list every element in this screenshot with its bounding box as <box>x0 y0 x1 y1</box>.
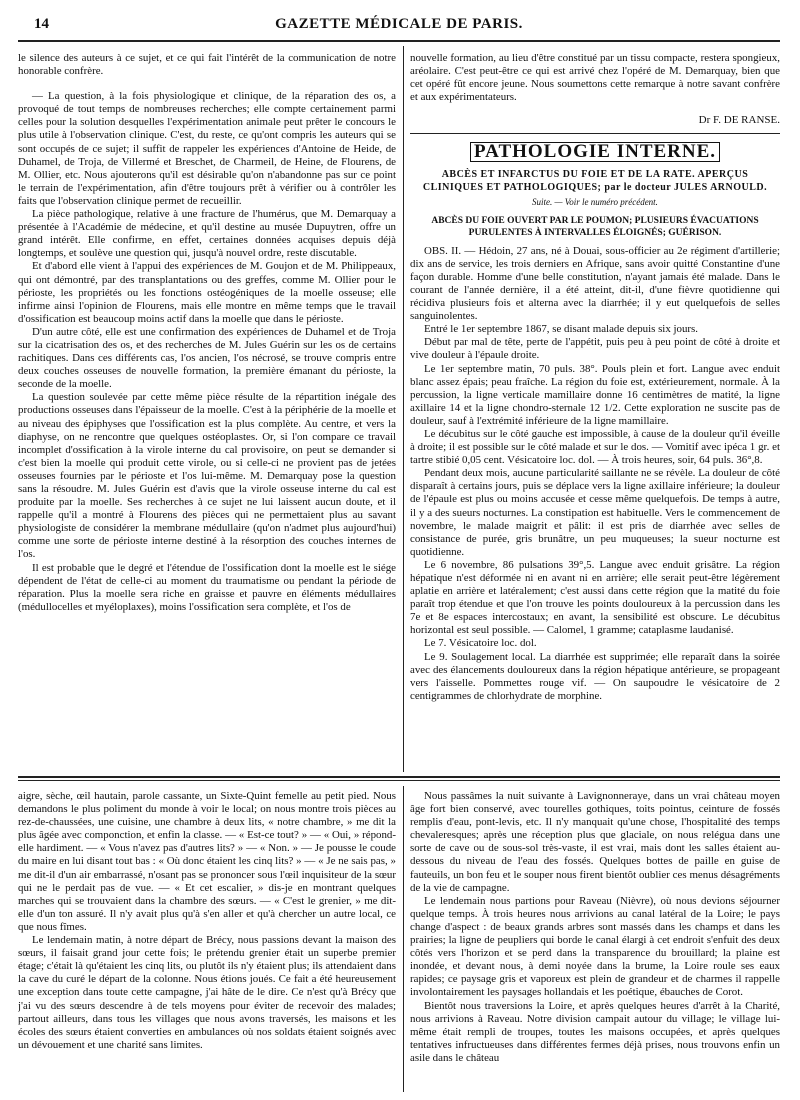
column-divider <box>403 786 404 1092</box>
paragraph: Pendant deux mois, aucune particularité saillante ne se révèle. La douleur de côté disparaît à certains jours, puis se déplace vers la ligne axillaire inférieure; la douleur de l'épaule est plus ou moins accusée et cesse même quelquefois. De temps à autre, il y a des sueurs nocturnes. La constipation est habituelle. Vers le commencement de novembre, le malade maigrit et pâlit: il est pris de diarrhée avec selles de consistance de purée, gris brunâtre, un peu muqueuses; la sueur nocturne est quotidienne. <box>410 467 780 558</box>
feuilleton-rule-bottom <box>18 780 780 781</box>
paragraph: La question soulevée par cette même pièce résulte de la répartition inégale des productions osseuses dans l'épaisseur de la moelle. C'est à la périphérie de la moelle et au niveau des épiphyses que l'ossification est la plus complète. Au centre, et vers la diaphyse, on ne rencontre que quelques ostéoplastes. Or, si l'on compare ce travail incomplet d'ossification à la virole interne du cal provisoire, on peut se demander si c'est bien la moelle qui produit cette virole, ou si celle-ci ne provient pas de jetées osseuses fournies par le périoste et l'os lui-même. M. Demarquay pose la question sans la résoudre. M. Jules Guérin est d'avis que la virole osseuse interne du cal est produite par la moelle. Ses recherches à ce sujet ne lui laissent aucun doute, et il rappelle qu'il a montré à Flourens des pièces qui ne permettaient plus au savant physiologiste de considérer la membrane médullaire (qu'on n'admet plus aujourd'hui) comme une sorte de périoste interne destiné à la résorption des couches internes de l'os. <box>18 391 396 561</box>
page-header <box>14 14 784 36</box>
paragraph: nouvelle formation, au lieu d'être constitué par un tissu compacte, restera spongieux, aréolaire. C'est peut-être ce qui est arrivé chez l'opéré de M. Demarquay, bien que cet opéré fût encore jeune. Nous soumettons cette remarque à notre savant confrère et aux expérimentateurs. <box>410 52 780 104</box>
paragraph: Le 1er septembre matin, 70 puls. 38°. Pouls plein et fort. Langue avec enduit blanc assez épais; peau fraîche. La région du foie est, extérieurement, normale. À la percussion, la ligne verticale mamillaire donne 16 centimètres de matité, la ligne axillaire 14 et la ligne chondro-sternale 12 1/2. Cette exploration ne suscite pas de douleur, sauf à l'extrémité inférieure de la ligne mamillaire. <box>410 362 780 427</box>
paragraph: Entré le 1er septembre 1867, se disant malade depuis six jours. <box>424 323 699 336</box>
page-number: 14 <box>34 16 49 32</box>
paragraph: La pièce pathologique, relative à une fracture de l'humérus, que M. Demarquay a présentée à l'Académie de médecine, et qu'il destine au musée Dupuytren, offre un grand intérêt. Elle confirme, en effet, certaines données acquises depuis déjà longtemps, et soulève une question qui, jusqu'à nouvel ordre, reste discutable. <box>18 208 396 260</box>
column-upper-left <box>18 52 396 768</box>
paragraph: le silence des auteurs à ce sujet, et ce qui fait l'intérêt de la communication de notre honorable confrère. <box>18 52 396 78</box>
header-rule <box>18 40 780 42</box>
paragraph: D'un autre côté, elle est une confirmation des expériences de Duhamel et de Troja sur la cicatrisation des os, et des recherches de M. Jules Guérin sur les os de certains rachitiques. Dans ces différents cas, l'os ancien, l'os nécrosé, se trouve compris entre deux couches osseuses de nouvelle formation, la première émanant du périoste, la seconde de la moelle. <box>18 325 396 391</box>
paragraph: Le lendemain matin, à notre départ de Brécy, nous passions devant la maison des sœurs, il faisait grand jour cette fois; le prétendu grenier était un superbe premier étage; c'était là qu'étaient les cinq lits, ou plutôt ils n'y étaient plus; ils attendaient dans la cave du curé le départ de la colonne. Nous étions joués. Ce fait a été heureusement une exception dans toute cette campagne, j'ai hâte de le dire. Ce n'est qu'à Brécy que j'ai vu des sœurs descendre à de tels moyens pour éviter de recevoir des malades; partout ailleurs, dans tous les villages que nous avons traversés, les maisons et les écoles des sœurs étaient converties en ambulances où nos soldats étaient soignés avec un dévouement et une charité sans limites. <box>18 934 396 1051</box>
paragraph: Il est probable que le degré et l'étendue de l'ossification dont la moelle est le siége dépendent de l'état de celle-ci au moment du traumatisme ou pendant la période de réparation. Plus la moelle sera riche en graisse et pauvre en éléments médullaires (médullocelles et myéloplaxes), moins l'ossification sera complète, et l'os de <box>18 561 396 613</box>
article-title: ABCÈS ET INFARCTUS DU FOIE ET DE LA RATE. APERÇUS CLINIQUES ET PATHOLOGIQUES; par le docteur JULES ARNOULD. <box>422 168 768 193</box>
paragraph: Le 9. Soulagement local. La diarrhée est supprimée; elle reparaît dans la soirée avec des élancements douloureux dans la région hépatique antérieure, se propageant vers l'aisselle. Pommettes rouge vif. — On saupoudre le vésicatoire de 2 centigrammes de chlorhydrate de morphine. <box>410 650 780 702</box>
paragraph: Le 6 novembre, 86 pulsations 39°,5. Langue avec enduit grisâtre. La région hépatique n'est déformée ni en avant ni en arrière; elle serait peut-être légèrement aplatie en arrière et latéralement; c'est aussi dans cette région que la matité du foie paraît trop étendue et que l'on trouve les points douloureux à la percussion dans les 7e et 8e espaces intercostaux; en avant, la sensibilité est obscure. Le décubitus horizontal est seul possible. — Calomel, 1 gramme; cataplasme laudanisé. <box>410 558 780 637</box>
section-title: PATHOLOGIE INTERNE. <box>470 142 720 161</box>
paragraph: Le 7. Vésicatoire loc. dol. <box>424 637 537 650</box>
column-lower-right <box>410 790 780 1090</box>
paragraph: Et d'abord elle vient à l'appui des expériences de M. Goujon et de M. Philippeaux, qui ont démontré, par des transplantations ou des greffes, comme M. Ollier pour le périoste, les propriétés ou les fonctions ostéogéniques de la moelle osseuse; elle infirme ainsi l'opinion de Flourens, mais elle montre en même temps que le travail d'ossification est beaucoup moins actif dans la moelle que dans le périoste. <box>18 260 396 325</box>
section-rule <box>410 133 780 134</box>
feuilleton-rule-top <box>18 776 780 778</box>
journal-title: GAZETTE MÉDICALE DE PARIS. <box>275 16 523 32</box>
author-signature: Dr F. DE RANSE. <box>698 114 780 127</box>
paragraph: — La question, à la fois physiologique et clinique, de la réparation des os, a provoqué de tout temps de nombreuses recherches; elle compte certainement parmi celles pour la solution desquelles l'expérimentation animale peut prêter le concours le plus utile à l'observation clinique. C'est, du reste, ce qu'ont compris les auteurs qui se sont occupés de ce sujet; il suffit de rappeler les expériences d'Antoine de Heide, de Duhamel, de Troja, de Villermé et Breschet, de Charmeil, de Heine, de Flourens, de M. Ollier, etc. Nous ajouterons qu'il est désirable qu'on n'abandonne pas sur ce point le terrain de l'expérimentation, afin d'être toujours prêt à vérifier ou à contrôler les faits que l'observation clinique permet de recueillir. <box>18 90 396 207</box>
case-subtitle: ABCÈS DU FOIE OUVERT PAR LE POUMON; PLUSIEURS ÉVACUATIONS PURULENTES À INTERVALLES ÉLOIGNÉS; GUÉRISON. <box>431 215 759 238</box>
paragraph: OBS. II. — Hédoin, 27 ans, né à Douai, sous-officier au 2e régiment d'artillerie; dix ans de service, les trois derniers en Afrique, sans avoir quitté Constantine d'une façon durable. Homme d'une belle constitution, n'ayant jamais été malade. Dans le courant de l'année dernière, il a été atteint, dit-il, d'une fièvre quotidienne qui récidiva plusieurs fois et alterna avec la diarrhée; il y eut quelquefois de selles sanguinolentes. <box>410 244 780 323</box>
paragraph: Début par mal de tête, perte de l'appétit, puis peu à peu point de côté à droite et vive douleur à l'épaule droite. <box>410 336 780 362</box>
continuation-note: Suite. — Voir le numéro précédent. <box>532 196 658 207</box>
column-upper-right <box>410 52 780 768</box>
column-divider <box>403 46 404 772</box>
paragraph: Le lendemain nous partions pour Raveau (Nièvre), où nous devions séjourner quelque temps. À trois heures nous arrivions au canal latéral de la Loire; le pays change d'aspect : de beaux grands arbres sont massés dans les champs et dans les prairies; la ligne de peupliers qui borde le canal élargi à cet endroit s'enfuit des deux côtés vers l'horizon et se perd dans la transparence du brouillard; la plaine est inondée, et devant nous, à demi noyée dans la brume, la Loire roule ses eaux rapides; ce paysage gris et vaporeux est plein de grandeur et de charmes il rappelle involontairement les paysages hollandais et les poétique, ébauches de Corot. <box>410 894 780 999</box>
paragraph: Nous passâmes la nuit suivante à Lavignonneraye, dans un vrai château moyen âge fort bien conservé, avec tourelles gothiques, toits pointus, ceinture de fossés remplis d'eau, pont-levis, etc. Il n'y manquait qu'une chose, l'hospitalité des temps chevaleresques; après une réception plus que glaciale, on nous relégua dans une sorte de cave ou de sous-sol très-vaste, il est vrai, mais dont les salles étaient au-dessous du niveau de l'eau des fossés. Quelques bottes de paille en guise de fauteuils, un bon feu et le souper nous firent bientôt oublier ces menus désagréments de la vie de campagne. <box>410 790 780 894</box>
paragraph: aigre, sèche, œil hautain, parole cassante, un Sixte-Quint femelle au petit pied. Nous demandons le plus poliment du monde à voir le local; on nous montre trois pièces au rez-de-chaussées, une cuisine, une chambre à deux lits, « notre chambre, » me dit la plus âgée avec componction, et enfin la classe. — « Est-ce tout? » — « Oui, » répond-elle hardiment. — « Vous n'avez pas d'autres lits? » — « Non. » — Je pousse le coude du maire en lui disant tout bas : « Où donc étaient les cinq lits? » — « Je ne sais pas, » me dit-il d'un air embarrassé, n'osant pas se prononcer sous l'œil inquisiteur de la sœur qui ne le perdait pas de vue. — « Et cet escalier, » dis-je en montrant quelques marches qui se trouvaient dans la chambre des sœurs. — « C'est le grenier, » me dit-elle d'un ton assuré. Il n'y avait plus qu'à s'en aller et qu'à chercher un autre local, ce que nous fîmes. <box>18 790 396 933</box>
column-lower-left <box>18 790 396 1090</box>
paragraph: Bientôt nous traversions la Loire, et après quelques heures d'arrêt à la Charité, nous arrivions à Raveau. Notre division campait autour du village; le village lui-même était rempli de troupes, toutes les maisons occupées, et après quelques tentatives infructueuses dans différentes fermes déjà prises, nous trouvons enfin un asile dans le château <box>410 999 780 1064</box>
paragraph: Le décubitus sur le côté gauche est impossible, à cause de la douleur qu'il éveille à droite; il est possible sur le côté malade et sur le dos. — Vomitif avec ipéca 1 gr. et tartre stibié 0,05 cent. Vésicatoire loc. dol. — À trois heures, soir, 64 puls. 36°,8. <box>410 427 780 467</box>
